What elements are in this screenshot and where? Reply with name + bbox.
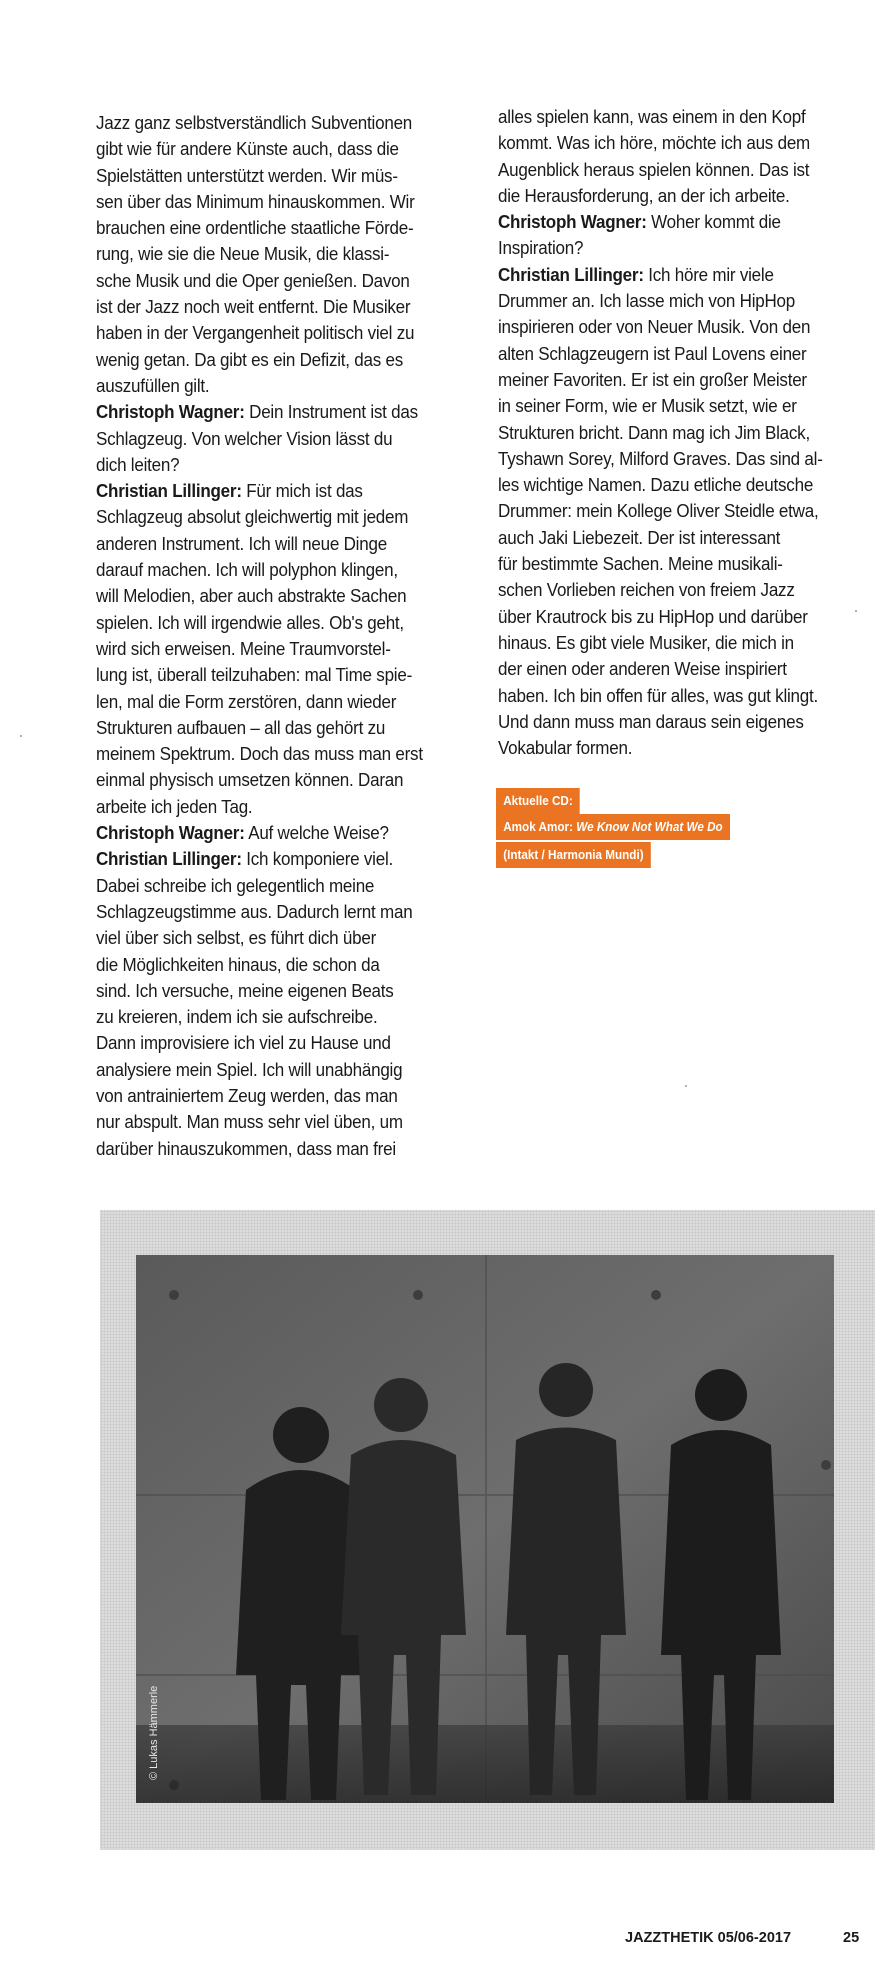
line-text: Schlagzeugstimme aus. Dadurch lernt man <box>96 900 413 922</box>
print-speck <box>855 610 857 612</box>
line-text: will Melodien, aber auch abstrakte Sachen <box>96 585 407 607</box>
line-text: Auf welche Weise? <box>244 822 389 844</box>
line-text: Für mich ist das <box>241 480 363 502</box>
article-line <box>96 399 468 425</box>
line-text: hinaus. Es gibt viele Musiker, die mich in <box>498 631 794 653</box>
line-text: alten Schlagzeugern ist Paul Lovens einer <box>498 342 807 364</box>
line-text: in seiner Form, wie er Musik setzt, wie er <box>498 395 797 417</box>
line-text: der einen oder anderen Weise inspiriert <box>498 658 787 680</box>
line-text: Strukturen bricht. Dann mag ich Jim Black, <box>498 421 810 443</box>
print-speck <box>20 735 22 737</box>
article-line <box>96 1109 468 1135</box>
article-line <box>96 478 468 504</box>
article-line <box>96 189 468 215</box>
article-line <box>498 446 870 472</box>
article-line <box>96 978 468 1004</box>
article-line <box>498 262 870 288</box>
line-text: Drummer: mein Kollege Oliver Steidle etwa, <box>498 500 819 522</box>
article-line <box>498 393 870 419</box>
article-line <box>96 557 468 583</box>
article-column-right <box>498 104 870 761</box>
line-text: anderen Instrument. Ich will neue Dinge <box>96 532 387 554</box>
line-text: die Möglichkeiten hinaus, die schon da <box>96 953 380 975</box>
line-text: ist der Jazz noch weit entfernt. Die Musiker <box>96 296 411 318</box>
article-line <box>96 504 468 530</box>
line-text: einmal physisch umsetzen können. Daran <box>96 769 404 791</box>
line-text: rung, wie sie die Neue Musik, die klassi- <box>96 243 390 265</box>
photo-credit: © Lukas Hämmerle <box>148 1685 160 1780</box>
line-text: arbeite ich jeden Tag. <box>96 795 253 817</box>
line-text: lung ist, überall teilzuhaben: mal Time spie- <box>96 664 413 686</box>
cd-label: (Intakt / Harmonia Mundi) <box>496 842 651 868</box>
article-line <box>498 683 870 709</box>
line-text: Augenblick heraus spielen können. Das ist <box>498 158 810 180</box>
article-line <box>96 347 468 373</box>
cd-album: We Know Not What We Do <box>576 819 723 834</box>
line-text: wenig getan. Da gibt es ein Defizit, das es <box>96 348 404 370</box>
article-line <box>96 662 468 688</box>
line-text: Jazz ganz selbstverständlich Subventionen <box>96 112 413 133</box>
line-text: kommt. Was ich höre, möchte ich aus dem <box>498 132 811 154</box>
article-line <box>498 314 870 340</box>
line-text: analysiere mein Spiel. Ich will unabhängig <box>96 1058 403 1080</box>
cd-heading: Aktuelle CD: <box>496 788 580 814</box>
line-text: Schlagzeug. Von welcher Vision lässt du <box>96 427 393 449</box>
cd-artist: Amok Amor: <box>503 819 573 834</box>
article-line <box>498 104 870 130</box>
article-line <box>96 373 468 399</box>
line-text: sche Musik und die Oper genießen. Davon <box>96 269 410 291</box>
article-line <box>96 952 468 978</box>
article-line <box>96 636 468 662</box>
line-text: haben. Ich bin offen für alles, was gut klingt. <box>498 684 819 706</box>
magazine-issue: JAZZTHETIK 05/06-2017 <box>625 1930 792 1946</box>
speaker-name: Christian Lillinger: <box>498 263 644 285</box>
line-text: brauchen eine ordentliche staatliche Förde- <box>96 217 414 239</box>
line-text: Ich komponiere viel. <box>241 848 394 870</box>
speaker-name: Christoph Wagner: <box>96 822 245 844</box>
article-column-left <box>96 110 468 1162</box>
line-text: Spielstätten unterstützt werden. Wir müs- <box>96 164 398 186</box>
band-photo <box>136 1255 834 1803</box>
article-line <box>498 157 870 183</box>
line-text: wird sich erweisen. Meine Traumvorstel- <box>96 637 391 659</box>
article-line <box>498 209 870 235</box>
line-text: von antrainiertem Zeug werden, das man <box>96 1084 398 1106</box>
line-text: Woher kommt die <box>646 211 781 233</box>
line-text: len, mal die Form zerstören, dann wieder <box>96 690 397 712</box>
article-line <box>96 110 468 136</box>
page-footer <box>625 1930 860 1946</box>
article-line <box>96 136 468 162</box>
speaker-name: Christian Lillinger: <box>96 848 242 870</box>
article-line <box>96 899 468 925</box>
article-line <box>498 130 870 156</box>
line-text: Vokabular formen. <box>498 737 633 759</box>
article-line <box>96 320 468 346</box>
line-text: meiner Favoriten. Er ist ein großer Meister <box>498 368 807 390</box>
line-text: Und dann muss man daraus sein eigenes <box>498 710 804 732</box>
article-line <box>96 215 468 241</box>
article-line <box>498 235 870 261</box>
article-line <box>96 1136 468 1162</box>
line-text: Schlagzeug absolut gleichwertig mit jedem <box>96 506 409 528</box>
line-text: meinem Spektrum. Doch das muss man erst <box>96 743 423 765</box>
article-line <box>96 820 468 846</box>
page-number: 25 <box>843 1930 860 1946</box>
article-line <box>498 709 870 735</box>
article-line <box>498 525 870 551</box>
article-line <box>96 241 468 267</box>
line-text: darauf machen. Ich will polyphon klingen, <box>96 559 398 581</box>
article-line <box>96 1057 468 1083</box>
article-line <box>96 583 468 609</box>
article-line <box>96 767 468 793</box>
line-text: inspirieren oder von Neuer Musik. Von den <box>498 316 811 338</box>
speaker-name: Christoph Wagner: <box>96 401 245 423</box>
article-line <box>96 873 468 899</box>
article-line <box>96 1083 468 1109</box>
article-line <box>96 163 468 189</box>
article-line <box>96 1030 468 1056</box>
line-text: die Herausforderung, an der ich arbeite. <box>498 184 790 206</box>
article-line <box>96 846 468 872</box>
article-line <box>498 656 870 682</box>
article-line <box>498 630 870 656</box>
line-text: Strukturen aufbauen – all das gehört zu <box>96 716 386 738</box>
line-text: darüber hinauszukommen, dass man frei <box>96 1137 396 1159</box>
line-text: über Krautrock bis zu HipHop und darüber <box>498 605 808 627</box>
line-text: Dann improvisiere ich viel zu Hause und <box>96 1032 391 1054</box>
line-text: dich leiten? <box>96 453 180 475</box>
line-text: spielen. Ich will irgendwie alles. Ob's geht, <box>96 611 404 633</box>
article-line <box>498 551 870 577</box>
article-line <box>96 715 468 741</box>
line-text: Dabei schreibe ich gelegentlich meine <box>96 874 375 896</box>
article-line <box>96 294 468 320</box>
line-text: haben in der Vergangenheit politisch viel zu <box>96 322 415 344</box>
article-line <box>498 577 870 603</box>
article-line <box>96 1004 468 1030</box>
line-text: les wichtige Namen. Dazu etliche deutsche <box>498 474 814 496</box>
speaker-name: Christian Lillinger: <box>96 480 242 502</box>
line-text: für bestimmte Sachen. Meine musikali- <box>498 553 783 575</box>
article-line <box>498 420 870 446</box>
article-line <box>498 604 870 630</box>
line-text: alles spielen kann, was einem in den Kopf <box>498 106 806 127</box>
line-text: schen Vorlieben reichen von freiem Jazz <box>498 579 795 601</box>
article-line <box>498 367 870 393</box>
article-line <box>96 426 468 452</box>
line-text: auch Jaki Liebezeit. Der ist interessant <box>498 526 781 548</box>
line-text: Inspiration? <box>498 237 584 259</box>
article-line <box>96 452 468 478</box>
article-line <box>498 341 870 367</box>
article-line <box>96 268 468 294</box>
article-line <box>498 472 870 498</box>
article-line <box>96 531 468 557</box>
line-text: zu kreieren, indem ich sie aufschreibe. <box>96 1006 378 1028</box>
article-line <box>96 741 468 767</box>
article-line <box>96 689 468 715</box>
article-line <box>96 925 468 951</box>
article-line <box>498 183 870 209</box>
article-line <box>96 610 468 636</box>
line-text: Tyshawn Sorey, Milford Graves. Das sind al- <box>498 447 823 469</box>
cd-title-line <box>496 814 730 840</box>
line-text: viel über sich selbst, es führt dich über <box>96 927 377 949</box>
article-line <box>498 498 870 524</box>
line-text: sind. Ich versuche, meine eigenen Beats <box>96 979 394 1001</box>
line-text: Drummer an. Ich lasse mich von HipHop <box>498 290 796 312</box>
article-line <box>498 288 870 314</box>
print-speck <box>685 1085 687 1087</box>
speaker-name: Christoph Wagner: <box>498 211 647 233</box>
line-text: nur abspult. Man muss sehr viel üben, um <box>96 1111 403 1133</box>
line-text: sen über das Minimum hinauskommen. Wir <box>96 190 415 212</box>
line-text: gibt wie für andere Künste auch, dass die <box>96 138 399 160</box>
line-text: Dein Instrument ist das <box>244 401 418 423</box>
line-text: Ich höre mir viele <box>643 263 774 285</box>
article-line <box>96 794 468 820</box>
article-line <box>498 735 870 761</box>
line-text: auszufüllen gilt. <box>96 374 210 396</box>
